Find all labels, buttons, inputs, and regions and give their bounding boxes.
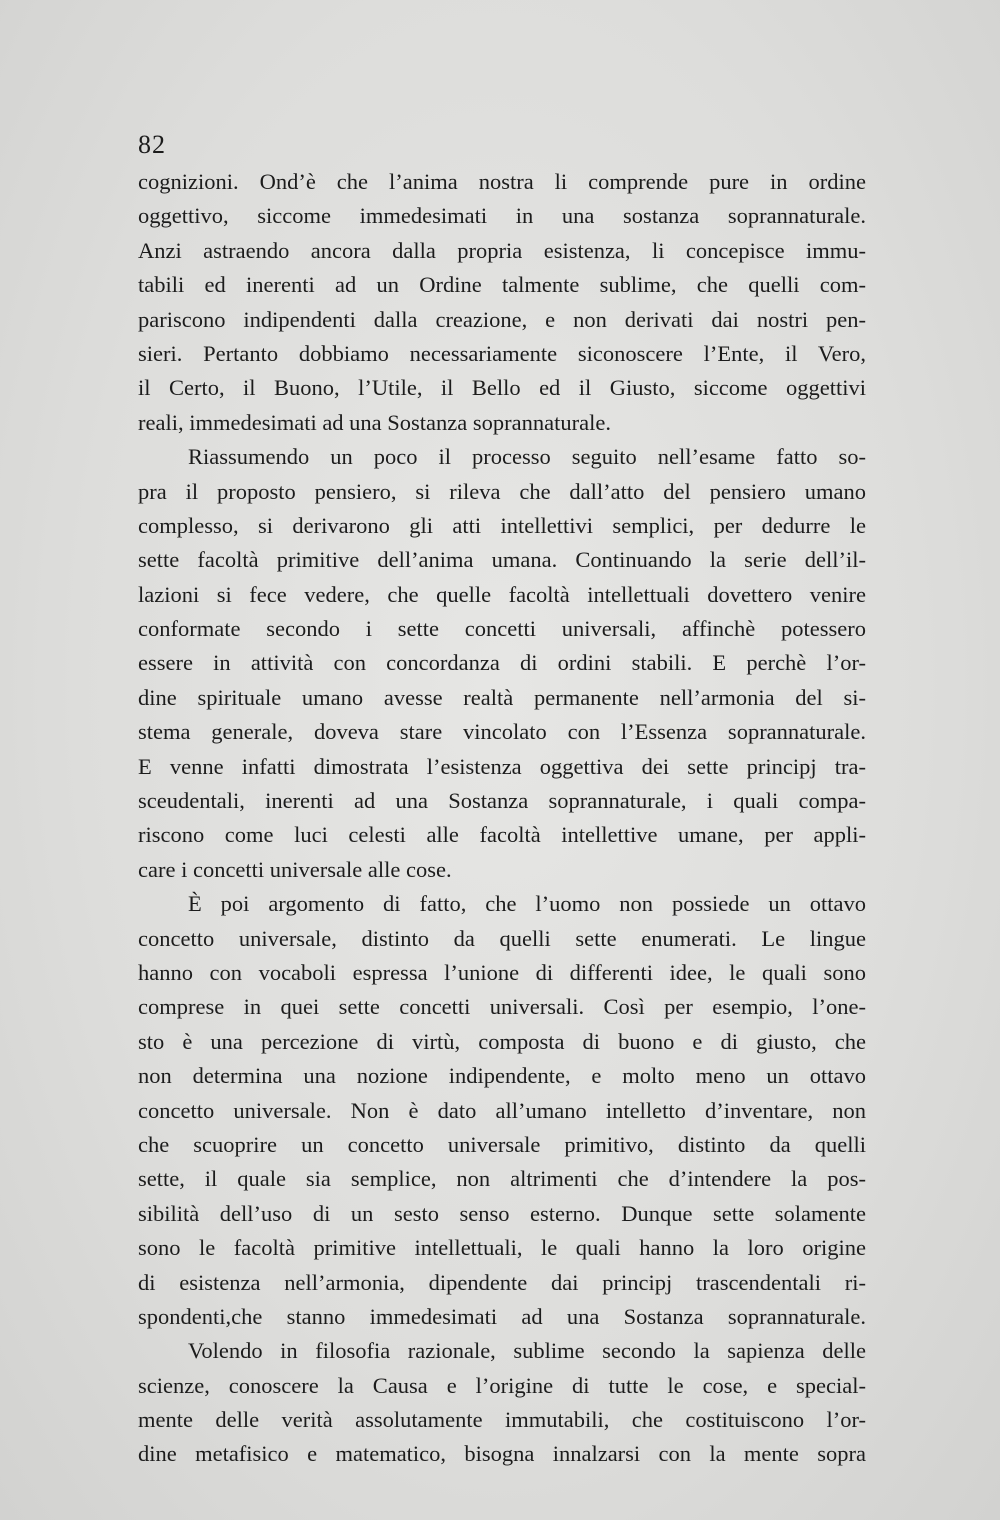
text-line: Riassumendo un poco il processo seguito nell’esame fatto so- <box>188 444 866 470</box>
text-line: pra il proposto pensiero, si rileva che dall’atto del pensiero umano <box>138 478 866 504</box>
text-line: lazioni si fece vedere, che quelle facoltà intellettuali dovettero venire <box>138 581 866 607</box>
text-line: reali, immedesimati ad una Sostanza soprannaturale. <box>138 409 611 435</box>
text-line: hanno con vocaboli espressa l’unione di differenti idee, le quali sono <box>138 959 866 985</box>
text-line: che scuoprire un concetto universale primitivo, distinto da quelli <box>138 1131 866 1157</box>
text-line: il Certo, il Buono, l’Utile, il Bello ed il Giusto, siccome oggettivi <box>138 375 866 401</box>
text-line: care i concetti universale alle cose. <box>138 856 452 882</box>
text-line: conformate secondo i sette concetti universali, affinchè potessero <box>138 616 866 642</box>
text-line: non determina una nozione indipendente, e molto meno un ottavo <box>138 1063 866 1089</box>
text-line: comprese in quei sette concetti universali. Così per esempio, l’one- <box>138 994 866 1020</box>
text-line: dine spirituale umano avesse realtà permanente nell’armonia del si- <box>138 684 866 710</box>
body-text <box>138 165 866 1472</box>
text-line: concetto universale. Non è dato all’umano intelletto d’inventare, non <box>138 1097 866 1123</box>
text-line: concetto universale, distinto da quelli sette enumerati. Le lingue <box>138 925 866 951</box>
text-line: sieri. Pertanto dobbiamo necessariamente siconoscere l’Ente, il Vero, <box>138 340 866 366</box>
text-line: sibilità dell’uso di un sesto senso esterno. Dunque sette solamente <box>138 1200 866 1226</box>
text-line: sono le facoltà primitive intellettuali, le quali hanno la loro origine <box>138 1235 866 1261</box>
text-line: sette facoltà primitive dell’anima umana. Continuando la serie dell’il- <box>138 547 866 573</box>
text-line: essere in attività con concordanza di ordini stabili. E perchè l’or- <box>138 650 866 676</box>
text-line: tabili ed inerenti ad un Ordine talmente sublime, che quelli com- <box>138 272 866 298</box>
text-line: dine metafisico e matematico, bisogna innalzarsi con la mente sopra <box>138 1441 866 1467</box>
text-line: Anzi astraendo ancora dalla propria esistenza, li concepisce immu- <box>138 237 866 263</box>
text-line: Volendo in filosofia razionale, sublime secondo la sapienza delle <box>188 1338 866 1364</box>
text-line: spondenti,che stanno immedesimati ad una Sostanza soprannaturale. <box>138 1303 866 1329</box>
text-line: sto è una percezione di virtù, composta di buono e di giusto, che <box>138 1028 866 1054</box>
text-line: cognizioni. Ond’è che l’anima nostra li comprende pure in ordine <box>138 169 866 194</box>
text-line: di esistenza nell’armonia, dipendente dai principj trascendentali ri- <box>138 1269 866 1295</box>
text-line: sette, il quale sia semplice, non altrimenti che d’intendere la pos- <box>138 1166 866 1192</box>
text-line: mente delle verità assolutamente immutabili, che costituiscono l’or- <box>138 1407 866 1433</box>
text-line: scienze, conoscere la Causa e l’origine di tutte le cose, e special- <box>138 1372 866 1398</box>
text-line: oggettivo, siccome immedesimati in una sostanza soprannaturale. <box>138 203 866 229</box>
text-line: sceudentali, inerenti ad una Sostanza soprannaturale, i quali compa- <box>138 788 866 814</box>
page-number: 82 <box>138 130 166 159</box>
text-line: È poi argomento di fatto, che l’uomo non possiede un ottavo <box>188 891 866 917</box>
text-line: pariscono indipendenti dalla creazione, e non derivati dai nostri pen- <box>138 306 866 332</box>
text-line: stema generale, doveva stare vincolato con l’Essenza soprannaturale. <box>138 719 866 745</box>
text-line: E venne infatti dimostrata l’esistenza oggettiva dei sette principj tra- <box>138 753 866 779</box>
text-line: complesso, si derivarono gli atti intellettivi semplici, per dedurre le <box>138 512 866 538</box>
text-line: riscono come luci celesti alle facoltà intellettive umane, per appli- <box>138 822 866 848</box>
